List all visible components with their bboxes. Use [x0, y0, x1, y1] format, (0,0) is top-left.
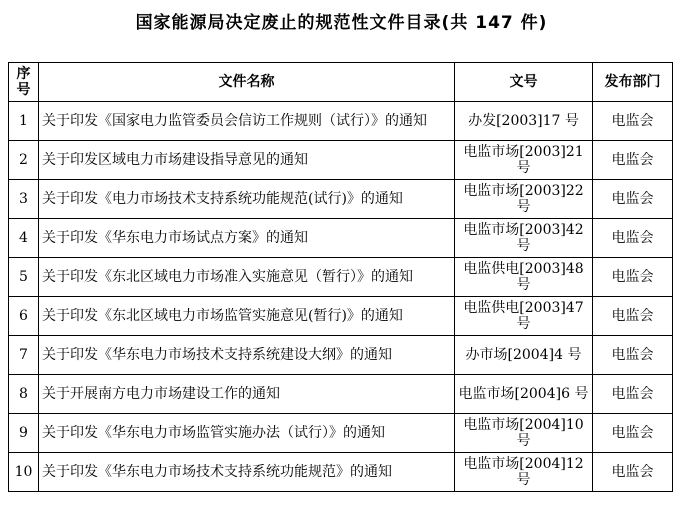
document-number-cell: 电监市场[2003]42 号 [455, 219, 593, 258]
document-name-cell: 关于印发区域电力市场建设指导意见的通知 [39, 141, 455, 180]
issuing-department-cell: 电监会 [593, 297, 673, 336]
issuing-department-cell: 电监会 [593, 258, 673, 297]
header-document-number: 文号 [455, 63, 593, 102]
document-number-cell: 电监市场[2004]10 号 [455, 414, 593, 453]
serial-number-cell: 2 [9, 141, 39, 180]
document-number-cell: 电监市场[2004]6 号 [455, 375, 593, 414]
document-number-cell: 电监市场[2004]12 号 [455, 453, 593, 492]
table-row [9, 336, 673, 375]
header-serial-number: 序号 [9, 63, 39, 102]
issuing-department-cell: 电监会 [593, 141, 673, 180]
serial-number-cell: 1 [9, 102, 39, 141]
serial-number-cell: 7 [9, 336, 39, 375]
document-name-cell: 关于印发《华东电力市场技术支持系统建设大纲》的通知 [39, 336, 455, 375]
document-name-cell: 关于印发《华东电力市场技术支持系统功能规范》的通知 [39, 453, 455, 492]
serial-number-cell: 4 [9, 219, 39, 258]
document-name-cell: 关于印发《国家电力监管委员会信访工作规则（试行）》的通知 [39, 102, 455, 141]
document-name-cell: 关于印发《华东电力市场监管实施办法（试行）》的通知 [39, 414, 455, 453]
document-number-cell: 电监供电[2003]48 号 [455, 258, 593, 297]
abolished-documents-table [8, 62, 673, 492]
serial-number-cell: 6 [9, 297, 39, 336]
table-row [9, 141, 673, 180]
serial-number-cell: 9 [9, 414, 39, 453]
header-issuing-department: 发布部门 [593, 63, 673, 102]
issuing-department-cell: 电监会 [593, 180, 673, 219]
document-name-cell: 关于印发《华东电力市场试点方案》的通知 [39, 219, 455, 258]
serial-number-cell: 10 [9, 453, 39, 492]
document-number-cell: 电监市场[2003]22 号 [455, 180, 593, 219]
table-row [9, 453, 673, 492]
document-name-cell: 关于开展南方电力市场建设工作的通知 [39, 375, 455, 414]
document-number-cell: 电监市场[2003]21 号 [455, 141, 593, 180]
table-row [9, 180, 673, 219]
table-row [9, 414, 673, 453]
table-row [9, 258, 673, 297]
table-header-row [9, 63, 673, 102]
document-name-cell: 关于印发《电力市场技术支持系统功能规范(试行)》的通知 [39, 180, 455, 219]
document-number-cell: 办发[2003]17 号 [455, 102, 593, 141]
table-row [9, 375, 673, 414]
document-number-cell: 电监供电[2003]47 号 [455, 297, 593, 336]
table-row [9, 102, 673, 141]
issuing-department-cell: 电监会 [593, 336, 673, 375]
issuing-department-cell: 电监会 [593, 102, 673, 141]
issuing-department-cell: 电监会 [593, 219, 673, 258]
document-number-cell: 办市场[2004]4 号 [455, 336, 593, 375]
issuing-department-cell: 电监会 [593, 453, 673, 492]
serial-number-cell: 5 [9, 258, 39, 297]
table-row [9, 297, 673, 336]
serial-number-cell: 8 [9, 375, 39, 414]
document-name-cell: 关于印发《东北区域电力市场准入实施意见（暂行）》的通知 [39, 258, 455, 297]
document-name-cell: 关于印发《东北区域电力市场监管实施意见(暂行)》的通知 [39, 297, 455, 336]
issuing-department-cell: 电监会 [593, 375, 673, 414]
serial-number-cell: 3 [9, 180, 39, 219]
table-row [9, 219, 673, 258]
issuing-department-cell: 电监会 [593, 414, 673, 453]
header-document-name: 文件名称 [39, 63, 455, 102]
document-title: 国家能源局决定废止的规范性文件目录(共 147 件) [135, 13, 548, 33]
